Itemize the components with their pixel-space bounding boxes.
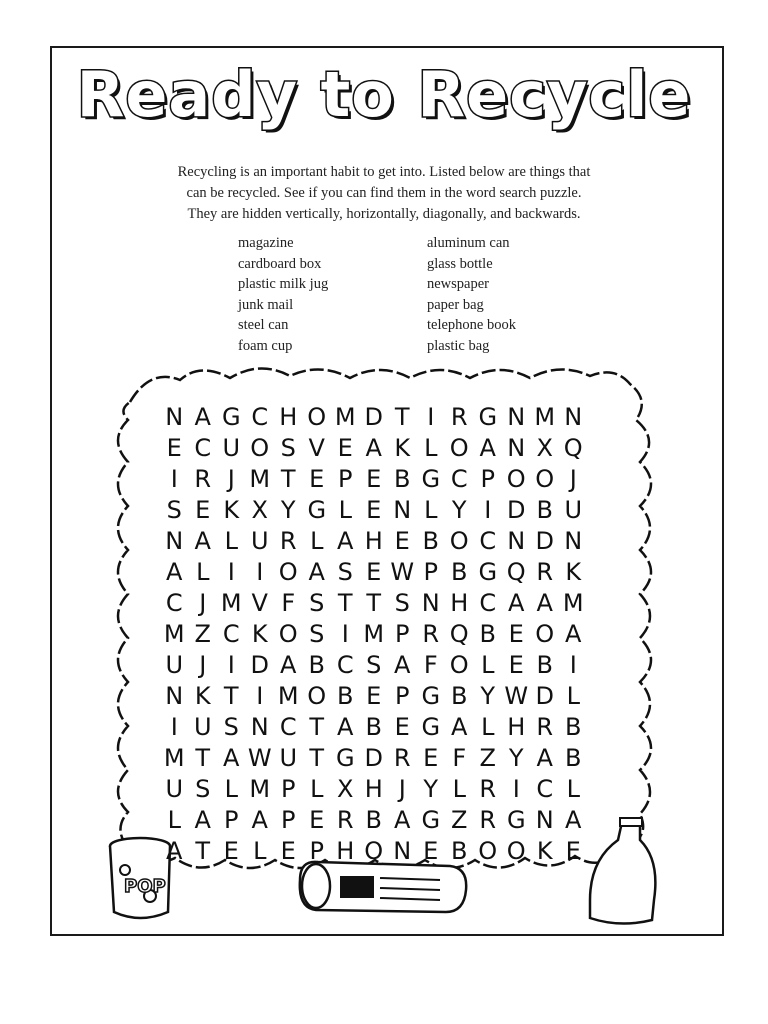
grid-letter: G: [307, 496, 327, 524]
grid-letter: O: [449, 527, 469, 555]
grid-letter: X: [536, 434, 553, 462]
grid-letter: I: [427, 403, 435, 431]
grid-letter: L: [566, 682, 580, 710]
grid-letter: R: [536, 713, 554, 741]
grid-letter: T: [195, 837, 211, 865]
grid-letter: Z: [479, 744, 496, 772]
grid-letter: T: [223, 682, 239, 710]
grid-letter: A: [251, 806, 268, 834]
grid-letter: M: [249, 465, 271, 493]
grid-letter: G: [421, 465, 441, 493]
grid-letter: I: [512, 775, 520, 803]
grid-letter: E: [423, 837, 439, 865]
grid-letter: E: [309, 465, 325, 493]
instructions-line: Recycling is an important habit to get into. Listed below are things that: [177, 164, 591, 180]
grid-letter: I: [569, 651, 577, 679]
grid-letter: E: [565, 837, 581, 865]
grid-letter: Y: [508, 744, 524, 772]
grid-letter: S: [223, 713, 239, 741]
grid-letter: N: [564, 527, 583, 555]
word-item: paper bag: [427, 296, 484, 313]
grid-letter: U: [279, 744, 298, 772]
grid-letter: A: [479, 434, 496, 462]
grid-letter: P: [423, 558, 438, 586]
grid-letter: Q: [506, 558, 526, 586]
grid-letter: H: [507, 713, 526, 741]
grid-letter: N: [165, 682, 184, 710]
grid-letter: Q: [563, 434, 583, 462]
grid-letter: O: [535, 620, 555, 648]
word-item: cardboard box: [238, 255, 322, 272]
grid-letter: T: [337, 589, 353, 617]
grid-letter: B: [451, 558, 468, 586]
grid-letter: Z: [194, 620, 211, 648]
grid-letter: R: [479, 806, 497, 834]
grid-letter: B: [394, 465, 411, 493]
grid-letter: W: [247, 744, 272, 772]
grid-letter: R: [279, 527, 297, 555]
grid-letter: L: [253, 837, 267, 865]
grid-letter: A: [565, 806, 582, 834]
grid-letter: S: [309, 589, 325, 617]
grid-letter: K: [536, 837, 553, 865]
grid-letter: N: [421, 589, 440, 617]
grid-letter: C: [279, 713, 297, 741]
grid-letter: L: [338, 496, 352, 524]
grid-letter: B: [565, 713, 582, 741]
grid-letter: T: [309, 713, 325, 741]
grid-letter: E: [423, 744, 439, 772]
grid-letter: F: [452, 744, 467, 772]
word-search-grid: [160, 402, 610, 867]
grid-letter: V: [251, 589, 268, 617]
grid-letter: P: [281, 806, 296, 834]
grid-letter: A: [337, 713, 354, 741]
grid-letter: P: [281, 775, 296, 803]
grid-letter: A: [223, 744, 240, 772]
grid-letter: O: [278, 620, 298, 648]
word-item: steel can: [238, 317, 289, 334]
grid-letter: R: [336, 806, 354, 834]
grid-letter: O: [506, 837, 526, 865]
grid-letter: A: [365, 434, 382, 462]
grid-letter: C: [251, 403, 269, 431]
grid-letter: I: [170, 713, 178, 741]
grid-letter: I: [227, 558, 235, 586]
grid-letter: L: [310, 527, 324, 555]
grid-letter: K: [194, 682, 211, 710]
grid-letter: A: [194, 527, 211, 555]
grid-letter: G: [478, 403, 498, 431]
grid-letter: H: [279, 403, 298, 431]
grid-letter: H: [364, 775, 383, 803]
grid-letter: K: [251, 620, 268, 648]
grid-letter: I: [170, 465, 178, 493]
grid-letter: R: [422, 620, 440, 648]
grid-letter: N: [507, 403, 526, 431]
grid-letter: R: [479, 775, 497, 803]
grid-letter: P: [395, 620, 410, 648]
grid-letter: S: [195, 775, 211, 803]
grid-letter: A: [394, 651, 411, 679]
grid-letter: M: [277, 682, 299, 710]
grid-letter: A: [166, 558, 183, 586]
word-item: plastic milk jug: [238, 276, 329, 293]
grid-letter: M: [220, 589, 242, 617]
grid-letter: F: [423, 651, 438, 679]
grid-letter: B: [536, 496, 553, 524]
grid-letter: R: [194, 465, 212, 493]
grid-letter: U: [165, 651, 184, 679]
grid-letter: Z: [451, 806, 468, 834]
grid-letter: K: [223, 496, 240, 524]
grid-letter: I: [341, 620, 349, 648]
grid-letter: G: [421, 713, 441, 741]
grid-letter: O: [506, 465, 526, 493]
grid-letter: N: [165, 527, 184, 555]
grid-letter: P: [395, 682, 410, 710]
grid-letter: J: [199, 651, 207, 679]
grid-letter: G: [421, 806, 441, 834]
grid-letter: U: [165, 775, 184, 803]
grid-letter: M: [562, 589, 584, 617]
word-item: glass bottle: [427, 255, 493, 272]
grid-letter: E: [223, 837, 239, 865]
grid-letter: Y: [423, 775, 439, 803]
grid-letter: C: [479, 589, 497, 617]
grid-letter: O: [478, 837, 498, 865]
grid-letter: U: [250, 527, 269, 555]
grid-letter: T: [280, 465, 296, 493]
grid-letter: B: [451, 837, 468, 865]
grid-letter: C: [336, 651, 354, 679]
grid-letter: R: [450, 403, 468, 431]
grid-letter: O: [364, 837, 384, 865]
grid-letter: T: [394, 403, 410, 431]
word-item: aluminum can: [427, 235, 510, 251]
grid-letter: B: [308, 651, 325, 679]
grid-letter: Y: [280, 496, 296, 524]
grid-letter: H: [364, 527, 383, 555]
grid-letter: U: [222, 434, 241, 462]
grid-letter: G: [421, 682, 441, 710]
word-item: plastic bag: [427, 337, 490, 354]
grid-letter: E: [309, 806, 325, 834]
grid-letter: M: [163, 620, 185, 648]
grid-letter: T: [195, 744, 211, 772]
grid-letter: E: [508, 651, 524, 679]
grid-letter: L: [196, 558, 210, 586]
grid-letter: S: [366, 651, 382, 679]
grid-letter: M: [334, 403, 356, 431]
grid-letter: A: [536, 744, 553, 772]
grid-letter: J: [227, 465, 235, 493]
grid-letter: H: [450, 589, 469, 617]
grid-letter: L: [310, 775, 324, 803]
grid-letter: A: [536, 589, 553, 617]
grid-letter: K: [565, 558, 582, 586]
grid-letter: J: [398, 775, 406, 803]
grid-letter: S: [394, 589, 410, 617]
grid-letter: G: [221, 403, 241, 431]
grid-letter: N: [393, 837, 412, 865]
grid-letter: S: [166, 496, 182, 524]
grid-letter: L: [167, 806, 181, 834]
grid-letter: L: [224, 527, 238, 555]
grid-letter: L: [224, 775, 238, 803]
grid-letter: P: [224, 806, 239, 834]
instructions-line: They are hidden vertically, horizontally, diagonally, and backwards.: [187, 206, 581, 222]
grid-letter: L: [452, 775, 466, 803]
can-label: POP: [124, 876, 166, 897]
grid-letter: N: [535, 806, 554, 834]
grid-letter: F: [281, 589, 296, 617]
grid-letter: E: [366, 496, 382, 524]
grid-letter: B: [422, 527, 439, 555]
grid-letter: U: [564, 496, 583, 524]
word-item: junk mail: [238, 296, 294, 313]
grid-letter: X: [337, 775, 354, 803]
grid-letter: O: [307, 403, 327, 431]
grid-letter: C: [222, 620, 240, 648]
grid-letter: N: [564, 403, 583, 431]
grid-letter: G: [506, 806, 526, 834]
grid-letter: R: [536, 558, 554, 586]
grid-letter: D: [364, 744, 383, 772]
grid-letter: L: [566, 775, 580, 803]
grid-letter: C: [450, 465, 468, 493]
grid-letter: A: [166, 837, 183, 865]
word-item: magazine: [238, 235, 294, 251]
grid-letter: S: [337, 558, 353, 586]
newspaper-roll-drawing: [300, 862, 466, 912]
grid-letter: P: [338, 465, 353, 493]
grid-letter: K: [394, 434, 411, 462]
grid-letter: N: [165, 403, 184, 431]
grid-letter: B: [536, 651, 553, 679]
word-item: newspaper: [427, 276, 490, 293]
grid-letter: D: [364, 403, 383, 431]
grid-letter: I: [256, 682, 264, 710]
grid-letter: E: [195, 496, 211, 524]
grid-letter: G: [335, 744, 355, 772]
grid-letter: E: [366, 465, 382, 493]
grid-letter: O: [449, 434, 469, 462]
grid-letter: N: [250, 713, 269, 741]
grid-letter: J: [569, 465, 577, 493]
grid-letter: T: [366, 589, 382, 617]
grid-letter: D: [535, 527, 554, 555]
page-title: Ready to Recycle: [76, 58, 692, 131]
grid-letter: C: [194, 434, 212, 462]
grid-letter: M: [249, 775, 271, 803]
grid-letter: O: [535, 465, 555, 493]
grid-letter: O: [307, 682, 327, 710]
grid-letter: N: [393, 496, 412, 524]
grid-letter: T: [309, 744, 325, 772]
grid-letter: V: [308, 434, 325, 462]
grid-letter: L: [424, 496, 438, 524]
grid-letter: H: [336, 837, 355, 865]
grid-letter: A: [394, 806, 411, 834]
grid-letter: E: [366, 682, 382, 710]
grid-letter: G: [478, 558, 498, 586]
grid-letter: E: [394, 527, 410, 555]
grid-letter: A: [337, 527, 354, 555]
grid-letter: A: [194, 403, 211, 431]
grid-letter: I: [227, 651, 235, 679]
grid-letter: E: [280, 837, 296, 865]
grid-letter: R: [393, 744, 411, 772]
grid-letter: W: [504, 682, 529, 710]
grid-letter: D: [250, 651, 269, 679]
grid-letter: A: [280, 651, 297, 679]
grid-letter: O: [278, 558, 298, 586]
instructions-line: can be recycled. See if you can find them in the word search puzzle.: [186, 185, 582, 201]
grid-letter: E: [508, 620, 524, 648]
grid-letter: Y: [480, 682, 496, 710]
grid-letter: D: [535, 682, 554, 710]
grid-letter: C: [479, 527, 497, 555]
grid-letter: I: [484, 496, 492, 524]
grid-letter: O: [250, 434, 270, 462]
grid-letter: P: [480, 465, 495, 493]
grid-letter: B: [365, 806, 382, 834]
grid-letter: A: [194, 806, 211, 834]
grid-letter: E: [166, 434, 182, 462]
grid-letter: J: [199, 589, 207, 617]
grid-letter: B: [365, 713, 382, 741]
grid-letter: W: [390, 558, 415, 586]
grid-letter: E: [337, 434, 353, 462]
grid-letter: L: [424, 434, 438, 462]
grid-letter: B: [451, 682, 468, 710]
grid-letter: B: [565, 744, 582, 772]
grid-letter: Y: [451, 496, 467, 524]
grid-letter: P: [309, 837, 324, 865]
grid-letter: N: [507, 434, 526, 462]
grid-letter: C: [165, 589, 183, 617]
grid-letter: X: [251, 496, 268, 524]
grid-letter: D: [507, 496, 526, 524]
word-item: telephone book: [427, 317, 516, 334]
grid-letter: A: [451, 713, 468, 741]
grid-letter: E: [394, 713, 410, 741]
grid-letter: N: [507, 527, 526, 555]
grid-letter: U: [193, 713, 212, 741]
grid-letter: O: [449, 651, 469, 679]
grid-letter: A: [565, 620, 582, 648]
grid-letter: C: [536, 775, 554, 803]
grid-letter: B: [337, 682, 354, 710]
word-item: foam cup: [238, 337, 293, 354]
grid-letter: I: [256, 558, 264, 586]
grid-letter: L: [481, 713, 495, 741]
grid-letter: E: [366, 558, 382, 586]
grid-letter: S: [309, 620, 325, 648]
grid-letter: M: [534, 403, 556, 431]
grid-letter: S: [280, 434, 296, 462]
grid-letter: A: [308, 558, 325, 586]
grid-letter: M: [363, 620, 385, 648]
grid-letter: Q: [449, 620, 469, 648]
grid-letter: B: [479, 620, 496, 648]
grid-letter: M: [163, 744, 185, 772]
grid-letter: L: [481, 651, 495, 679]
grid-letter: A: [508, 589, 525, 617]
